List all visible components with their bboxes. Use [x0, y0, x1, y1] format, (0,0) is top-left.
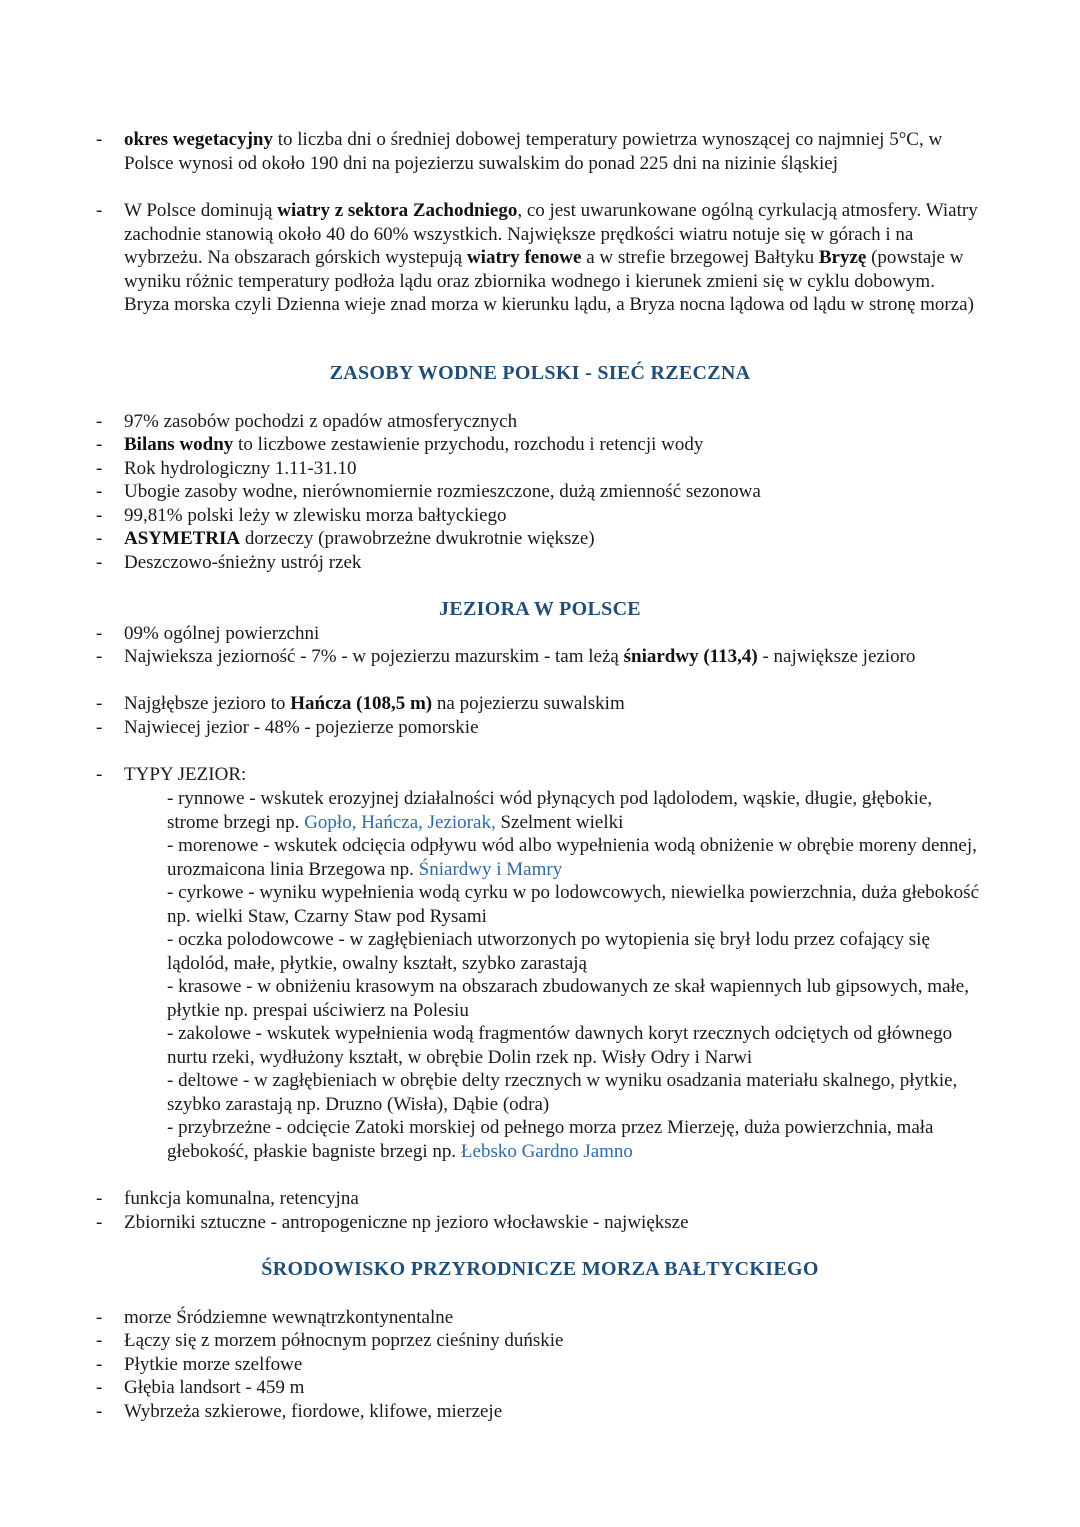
type-text: - przybrzeżne - odcięcie Zatoki morskiej od pełnego morza przez Mierzeję, duża powierzchnia, mała głebokość, płaskie bagniste brzegi np. — [167, 1117, 934, 1162]
bullet-dash: - — [96, 552, 103, 573]
bullet-dash: - — [96, 411, 103, 432]
item-label: TYPY JEZIOR: — [124, 764, 247, 785]
list-item — [96, 1211, 984, 1235]
item-text: 97% zasobów pochodzi z opadów atmosferycznych — [124, 411, 518, 432]
list-item — [96, 1400, 984, 1424]
bullet-dash: - — [96, 1212, 103, 1233]
example-text: Gopło, Hańcza, Jeziorak, — [304, 811, 496, 833]
bullet-dash: - — [96, 646, 103, 667]
bullet-dash: - — [96, 434, 103, 455]
list-item — [96, 504, 984, 528]
item-text: Rok hydrologiczny 1.11-31.10 — [124, 458, 357, 479]
example-text: Śniardwy i Mamry — [418, 858, 563, 880]
bullet-dash: - — [96, 1307, 103, 1328]
term-wiatry-zachodnie: wiatry z sektora Zachodniego — [277, 200, 518, 221]
example-text: Łebsko Gardno Jamno — [460, 1140, 633, 1162]
bullet-dash: - — [96, 1377, 103, 1398]
bullet-dash: - — [96, 481, 103, 502]
item-text: morze Śródziemne wewnątrzkontynentalne — [124, 1307, 454, 1328]
bullet-dash: - — [96, 623, 103, 644]
item-text: Zbiorniki sztuczne - antropogeniczne np jezioro włocławskie - największe — [124, 1212, 689, 1233]
list-item — [96, 716, 984, 740]
bullet-dash: - — [96, 458, 103, 479]
bullet-dash: - — [96, 505, 103, 526]
list-item-okres-wegetacyjny — [96, 128, 984, 175]
list-item — [96, 410, 984, 434]
list-item — [96, 622, 984, 646]
bullet-dash: - — [96, 1188, 103, 1209]
item-text: Ubogie zasoby wodne, nierównomiernie rozmieszczone, dużą zmienność sezonowa — [124, 481, 761, 502]
lake-type-cyrkowe: - cyrkowe - wyniku wypełnienia wodą cyrku w po lodowcowych, niewielka powierzchnia, duża głebokość np. wielki Staw, Czarny Staw pod Rysami — [167, 882, 979, 927]
bullet-dash: - — [96, 717, 103, 738]
term-sniardwy: śniardwy (113,4) — [623, 646, 758, 667]
bullet-dash: - — [96, 693, 103, 714]
lake-type-przybrzezne — [167, 1116, 987, 1163]
item-text: 99,81% polski leży w zlewisku morza bałtyckiego — [124, 505, 507, 526]
bullet-dash: - — [96, 528, 103, 549]
item-text: na pojezierzu suwalskim — [432, 693, 625, 714]
bullet-dash: - — [96, 129, 103, 150]
item-text: dorzeczy (prawobrzeżne dwukrotnie większe) — [240, 528, 595, 549]
section-heading-morze-baltyckie: ŚRODOWISKO PRZYRODNICZE MORZA BAŁTYCKIEGO — [261, 1258, 819, 1280]
term-hancza: Hańcza (108,5 m) — [290, 693, 433, 714]
lake-type-deltowe: - deltowe - w zagłębieniach w obrębie delty rzecznych w wyniku osadzania materiału skalnego, płytkie, szybko zarastają np. Druzno (Wisła), Dąbie (odra) — [167, 1070, 958, 1115]
term-wiatry-fenowe: wiatry fenowe — [466, 247, 582, 268]
lake-type-oczka: - oczka polodowcowe - w zagłębieniach utworzonych po wytopienia się brył lodu przez cofający się lądolód, małe, płytkie, owalny kształt, szybko zarastają — [167, 929, 930, 974]
list-item — [96, 645, 984, 669]
list-item — [96, 480, 984, 504]
term-bilans-wodny: Bilans wodny — [124, 434, 234, 455]
term-okres-wegetacyjny: okres wegetacyjny — [124, 129, 273, 150]
section-heading-jeziora: JEZIORA W POLSCE — [439, 598, 641, 620]
list-item — [96, 551, 984, 575]
item-text: Deszczowo-śnieżny ustrój rzek — [124, 552, 362, 573]
list-item — [96, 1187, 984, 1211]
list-item — [96, 1353, 984, 1377]
item-text: to liczbowe zestawienie przychodu, rozchodu i retencji wody — [233, 434, 704, 455]
item-text: 09% ogólnej powierzchni — [124, 623, 320, 644]
type-text: - morenowe - wskutek odcięcia odpływu wód albo wypełnienia wodą obniżenie w obrębie moreny dennej, urozmaicona linia Brzegowa np. — [167, 835, 977, 880]
text: a w strefie brzegowej Bałtyku — [581, 247, 819, 268]
lake-type-morenowe — [167, 834, 987, 881]
text: (powstaje w wyniku różnic temperatury podłoża lądu oraz zbiornika wodnego i kierunek zmieni się w cyklu dobowym. Bryza morska czyli Dzienna wieje znad morza w kierunku lądu, a Bryza nocna lądowa od lądu w stronę morza) — [124, 247, 974, 315]
bullet-dash: - — [96, 764, 103, 785]
item-text: Płytkie morze szelfowe — [124, 1354, 303, 1375]
text: , co jest uwarunkowane ogólną cyrkulacją atmosfery. Wiatry zachodnie stanowią około 40 do 60% wszystkich. Największe prędkości wiatru notuje się w górach i na wybrzeżu. Na obszarach górskich wystepują — [124, 200, 978, 268]
type-text: - rynnowe - wskutek erozyjnej działalności wód płynących pod lądolodem, wąskie, długie, głębokie, strome brzegi np. — [167, 788, 933, 833]
section-heading-zasoby-wodne: ZASOBY WODNE POLSKI - SIEĆ RZECZNA — [329, 362, 751, 384]
item-text: Najwieksza jeziorność - 7% - w pojezierzu mazurskim - tam leżą — [124, 646, 624, 667]
list-item — [96, 433, 984, 457]
term-asymetria: ASYMETRIA — [124, 528, 241, 549]
list-item — [96, 1306, 984, 1330]
list-item-wiatry — [96, 199, 984, 317]
item-text: Wybrzeża szkierowe, fiordowe, klifowe, mierzeje — [124, 1401, 503, 1422]
lake-type-rynnowe — [167, 787, 987, 834]
item-text: Najgłębsze jezioro to — [124, 693, 291, 714]
list-item — [96, 692, 984, 716]
bullet-dash: - — [96, 200, 103, 221]
item-text: - największe jezioro — [757, 646, 916, 667]
item-text: Głębia landsort - 459 m — [124, 1377, 305, 1398]
text: W Polsce dominują — [124, 200, 278, 221]
list-item-typy-jezior — [96, 763, 984, 787]
type-text: Szelment wielki — [495, 811, 624, 833]
item-text: Łączy się z morzem północnym poprzez cieśniny duńskie — [124, 1330, 564, 1351]
list-item — [96, 457, 984, 481]
list-item — [96, 527, 984, 551]
bullet-dash: - — [96, 1401, 103, 1422]
term-bryza: Bryzę — [818, 247, 867, 268]
lake-type-zakolowe: - zakolowe - wskutek wypełnienia wodą fragmentów dawnych koryt rzecznych odciętych od głównego nurtu rzeki, wydłużony kształt, w obrębie Dolin rzek np. Wisły Odry i Narwi — [167, 1023, 953, 1068]
item-text: Najwiecej jezior - 48% - pojezierze pomorskie — [124, 717, 479, 738]
lake-type-krasowe: - krasowe - w obniżeniu krasowym na obszarach zbudowanych ze skał wapiennych lub gipsowych, małe, płytkie np. prespai uściwierz na Polesiu — [167, 976, 969, 1021]
list-item — [96, 1376, 984, 1400]
bullet-dash: - — [96, 1330, 103, 1351]
bullet-dash: - — [96, 1354, 103, 1375]
list-item — [96, 1329, 984, 1353]
definition-text: to liczba dni o średniej dobowej temperatury powietrza wynoszącej co najmniej 5°C, w Polsce wynosi od około 190 dni na pojezierzu suwalskim do ponad 225 dni na nizinie śląskiej — [124, 129, 943, 174]
item-text: funkcja komunalna, retencyjna — [124, 1188, 359, 1209]
